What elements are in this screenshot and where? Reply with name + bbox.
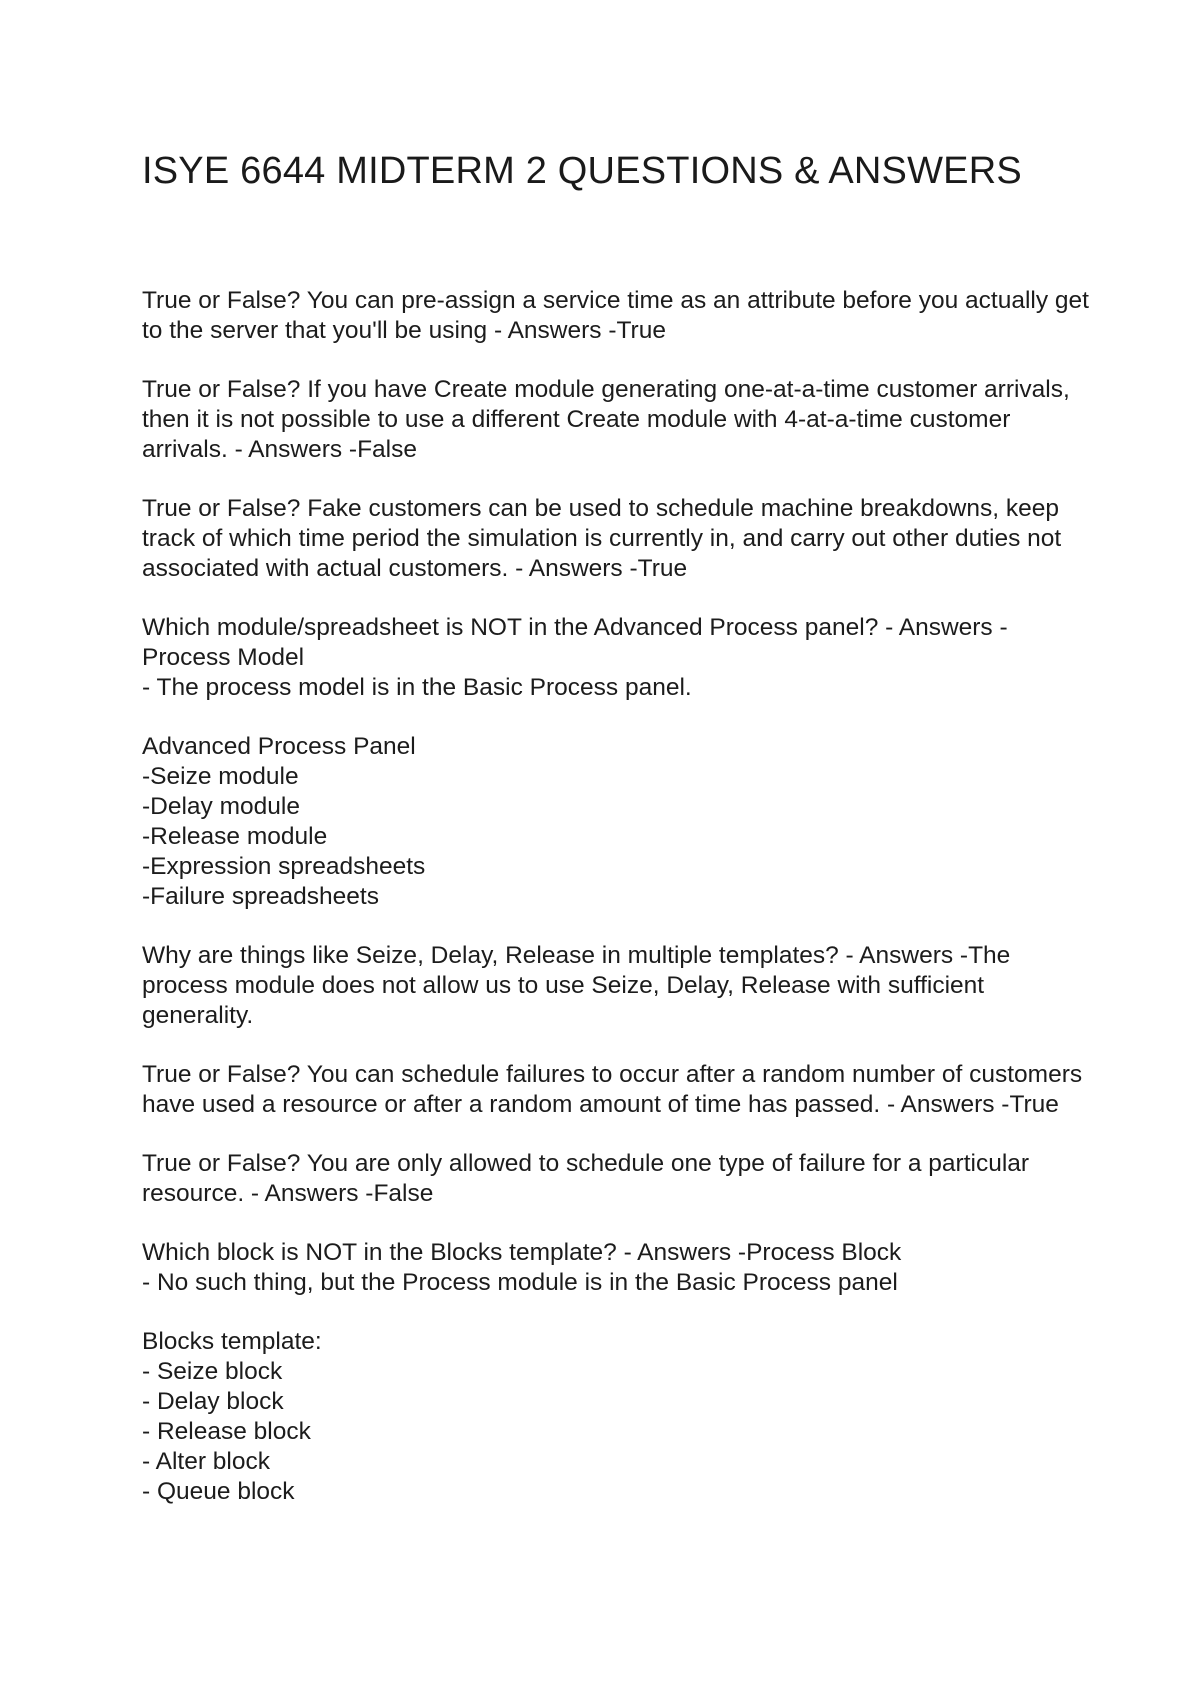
qa-text-line: -Failure spreadsheets bbox=[142, 883, 379, 910]
qa-text-line: True or False? If you have Create module generating one-at-a-time customer arrivals, bbox=[142, 376, 1070, 403]
qa-text-line: have used a resource or after a random amount of time has passed. - Answers -True bbox=[142, 1091, 1059, 1118]
qa-text-line: True or False? You are only allowed to schedule one type of failure for a particular bbox=[142, 1150, 1030, 1177]
qa-block bbox=[142, 613, 1082, 703]
qa-text-line: arrivals. - Answers -False bbox=[142, 436, 418, 463]
qa-block bbox=[142, 1327, 1082, 1507]
qa-text-line: True or False? You can pre-assign a service time as an attribute before you actually get bbox=[142, 287, 1089, 314]
qa-block bbox=[142, 941, 1082, 1031]
qa-text-line: -Delay module bbox=[142, 793, 300, 820]
qa-block bbox=[142, 1060, 1082, 1120]
qa-block bbox=[142, 1238, 1082, 1298]
qa-text-line: -Seize module bbox=[142, 763, 299, 790]
qa-text-line: - Release block bbox=[142, 1418, 311, 1445]
qa-block bbox=[142, 732, 1082, 912]
qa-text-line: process module does not allow us to use Seize, Delay, Release with sufficient bbox=[142, 972, 985, 999]
qa-block bbox=[142, 286, 1089, 346]
qa-text-line: - The process model is in the Basic Process panel. bbox=[142, 674, 692, 701]
qa-text-line: -Expression spreadsheets bbox=[142, 853, 426, 880]
qa-text-line: - Alter block bbox=[142, 1448, 270, 1475]
qa-block bbox=[142, 375, 1082, 465]
qa-list bbox=[142, 286, 1089, 1536]
qa-text-line: generality. bbox=[142, 1002, 254, 1029]
qa-text-line: - Queue block bbox=[142, 1478, 295, 1505]
qa-text-line: Which block is NOT in the Blocks template? - Answers -Process Block bbox=[142, 1239, 902, 1266]
qa-text-line: associated with actual customers. - Answers -True bbox=[142, 555, 688, 582]
qa-text-line: Advanced Process Panel bbox=[142, 733, 416, 760]
document-title: ISYE 6644 MIDTERM 2 QUESTIONS & ANSWERS bbox=[142, 150, 1022, 192]
qa-text-line: -Release module bbox=[142, 823, 328, 850]
qa-text-line: track of which time period the simulation is currently in, and carry out other duties not bbox=[142, 525, 1062, 552]
qa-block bbox=[142, 494, 1082, 584]
qa-text-line: then it is not possible to use a different Create module with 4-at-a-time customer bbox=[142, 406, 1011, 433]
qa-text-line: - Seize block bbox=[142, 1358, 283, 1385]
qa-text-line: - Delay block bbox=[142, 1388, 284, 1415]
qa-block bbox=[142, 1149, 1082, 1209]
qa-text-line: to the server that you'll be using - Answers -True bbox=[142, 317, 666, 344]
qa-text-line: True or False? Fake customers can be used to schedule machine breakdowns, keep bbox=[142, 495, 1059, 522]
qa-text-line: Process Model bbox=[142, 644, 305, 671]
qa-text-line: resource. - Answers -False bbox=[142, 1180, 434, 1207]
qa-text-line: - No such thing, but the Process module is in the Basic Process panel bbox=[142, 1269, 898, 1296]
qa-text-line: True or False? You can schedule failures to occur after a random number of customers bbox=[142, 1061, 1083, 1088]
qa-text-line: Which module/spreadsheet is NOT in the Advanced Process panel? - Answers - bbox=[142, 614, 1008, 641]
qa-text-line: Why are things like Seize, Delay, Release in multiple templates? - Answers -The bbox=[142, 942, 1011, 969]
qa-text-line: Blocks template: bbox=[142, 1328, 322, 1355]
